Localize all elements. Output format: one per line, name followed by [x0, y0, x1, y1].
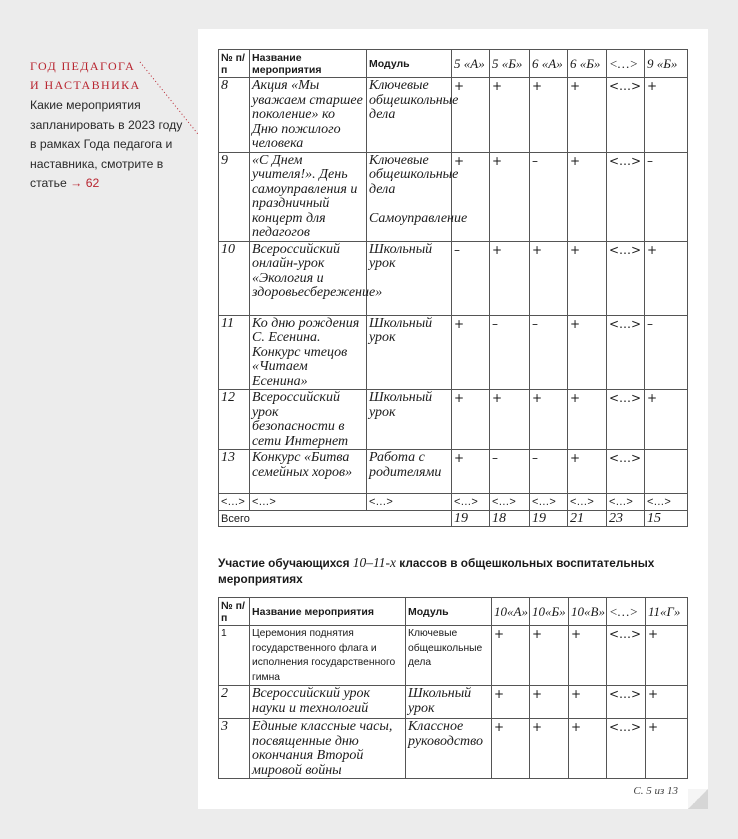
ellipsis-row: [219, 494, 688, 511]
participation-mark: –: [530, 450, 568, 494]
participation-mark: –: [530, 152, 568, 241]
participation-mark: –: [645, 315, 688, 390]
section-heading: [218, 555, 688, 587]
module-name: Школьный урок: [367, 241, 452, 315]
ellipsis-cell: <…>: [452, 494, 490, 511]
column-header: <…>: [607, 50, 645, 78]
column-header: Название мероприятия: [250, 598, 406, 626]
table-header-row: [219, 598, 688, 626]
participation-mark: +: [452, 315, 490, 390]
column-header: 5 «Б»: [490, 50, 530, 78]
table-row: [219, 390, 688, 450]
participation-mark: <…>: [607, 78, 645, 153]
row-number: 12: [219, 390, 250, 450]
heading-part2: 10–11-х: [352, 555, 397, 570]
event-name: Ко дню рождения С. Есенина. Конкурс чтецов «Читаем Есенина»: [250, 315, 367, 390]
table-row: [219, 626, 688, 686]
participation-mark: –: [452, 241, 490, 315]
participation-mark: +: [530, 626, 569, 686]
participation-mark: +: [568, 152, 607, 241]
participation-mark: +: [568, 450, 607, 494]
participation-mark: +: [569, 719, 607, 779]
column-header: 11«Г»: [646, 598, 688, 626]
participation-mark: <…>: [607, 241, 645, 315]
row-number: 3: [219, 719, 250, 779]
participation-mark: +: [492, 686, 530, 719]
module-name: Школьный урок: [367, 390, 452, 450]
participation-mark: +: [645, 78, 688, 153]
participation-mark: +: [490, 78, 530, 153]
table-row: [219, 450, 688, 494]
row-number: 2: [219, 686, 250, 719]
participation-mark: [645, 450, 688, 494]
column-header: № п/п: [219, 50, 250, 78]
participation-mark: +: [490, 241, 530, 315]
total-value: 21: [568, 510, 607, 527]
participation-mark: +: [530, 719, 569, 779]
participation-mark: <…>: [607, 626, 646, 686]
column-header: <…>: [607, 598, 646, 626]
ellipsis-cell: <…>: [645, 494, 688, 511]
table-row: [219, 241, 688, 315]
sidenote-title-line2: И НАСТАВНИКА: [30, 78, 141, 92]
module-name: Школьный урок: [367, 315, 452, 390]
sidenote-title: [30, 57, 190, 95]
column-header: Название мероприятия: [250, 50, 367, 78]
total-value: 19: [452, 510, 490, 527]
participation-mark: +: [568, 390, 607, 450]
column-header: № п/п: [219, 598, 250, 626]
module-name: Ключевые общешкольные дела Самоуправление: [367, 152, 452, 241]
column-header: 9 «Б»: [645, 50, 688, 78]
ellipsis-cell: <…>: [219, 494, 250, 511]
column-header: 6 «Б»: [568, 50, 607, 78]
sidenote: [30, 57, 190, 194]
participation-mark: +: [646, 719, 688, 779]
table-row: [219, 719, 688, 779]
event-name: Акция «Мы уважаем старшее поколение» ко Дню пожилого человека: [250, 78, 367, 153]
events-table-10-11: [218, 597, 688, 779]
column-header: Модуль: [406, 598, 492, 626]
participation-mark: +: [569, 626, 607, 686]
participation-mark: <…>: [607, 390, 645, 450]
module-name: Работа с родителями: [367, 450, 452, 494]
ellipsis-cell: <…>: [530, 494, 568, 511]
participation-mark: <…>: [607, 152, 645, 241]
page-number: С. 5 из 13: [633, 785, 678, 797]
table-row: [219, 315, 688, 390]
ellipsis-cell: <…>: [250, 494, 367, 511]
module-name: Ключевые общешкольные дела: [406, 626, 492, 686]
totals-row: [219, 510, 688, 527]
module-name: Ключевые общешкольные дела: [367, 78, 452, 153]
participation-mark: +: [646, 626, 688, 686]
column-header: Модуль: [367, 50, 452, 78]
participation-mark: +: [568, 241, 607, 315]
events-table-5-9: [218, 49, 688, 527]
participation-mark: –: [645, 152, 688, 241]
column-header: 10«В»: [569, 598, 607, 626]
heading-part1: Участие обучающихся: [218, 556, 350, 570]
page-fold-corner: [688, 789, 708, 809]
row-number: 9: [219, 152, 250, 241]
column-header: 6 «А»: [530, 50, 568, 78]
ellipsis-cell: <…>: [367, 494, 452, 511]
participation-mark: +: [452, 152, 490, 241]
row-number: 13: [219, 450, 250, 494]
event-name: Всероссийский онлайн-урок «Экология и здоровьесбережение»: [250, 241, 367, 315]
column-header: 5 «А»: [452, 50, 490, 78]
sidenote-ref-link[interactable]: → 62: [70, 176, 100, 190]
total-value: 19: [530, 510, 568, 527]
column-header: 10«А»: [492, 598, 530, 626]
participation-mark: +: [569, 686, 607, 719]
participation-mark: +: [530, 390, 568, 450]
participation-mark: <…>: [607, 315, 645, 390]
event-name: Всероссийский урок науки и технологий: [250, 686, 406, 719]
sidenote-title-line1: ГОД ПЕДАГОГА: [30, 59, 136, 73]
participation-mark: –: [530, 315, 568, 390]
total-value: 23: [607, 510, 645, 527]
total-value: 18: [490, 510, 530, 527]
participation-mark: <…>: [607, 686, 646, 719]
event-name: Церемония поднятия государственного флага и исполнения государственного гимна: [250, 626, 406, 686]
participation-mark: +: [490, 390, 530, 450]
totals-label: Всего: [219, 510, 452, 527]
event-name: Конкурс «Битва семейных хоров»: [250, 450, 367, 494]
row-number: 1: [219, 626, 250, 686]
module-name: Классное руководство: [406, 719, 492, 779]
participation-mark: +: [530, 78, 568, 153]
row-number: 10: [219, 241, 250, 315]
participation-mark: +: [645, 241, 688, 315]
column-header: 10«Б»: [530, 598, 569, 626]
participation-mark: +: [568, 315, 607, 390]
participation-mark: <…>: [607, 450, 645, 494]
ellipsis-cell: <…>: [607, 494, 645, 511]
participation-mark: +: [492, 719, 530, 779]
total-value: 15: [645, 510, 688, 527]
row-number: 8: [219, 78, 250, 153]
participation-mark: +: [490, 152, 530, 241]
participation-mark: +: [530, 241, 568, 315]
table-header-row: [219, 50, 688, 78]
event-name: Всероссийский урок безопасности в сети Интернет: [250, 390, 367, 450]
ellipsis-cell: <…>: [490, 494, 530, 511]
ellipsis-cell: <…>: [568, 494, 607, 511]
participation-mark: –: [490, 450, 530, 494]
participation-mark: –: [490, 315, 530, 390]
module-name: Школьный урок: [406, 686, 492, 719]
table-row: [219, 78, 688, 153]
row-number: 11: [219, 315, 250, 390]
event-name: «С Днем учителя!». День самоуправления и праздничный концерт для педагогов: [250, 152, 367, 241]
participation-mark: +: [492, 626, 530, 686]
participation-mark: +: [530, 686, 569, 719]
document-page: [198, 29, 708, 809]
participation-mark: +: [452, 78, 490, 153]
participation-mark: +: [568, 78, 607, 153]
participation-mark: +: [645, 390, 688, 450]
sidenote-body: [30, 96, 190, 194]
participation-mark: +: [646, 686, 688, 719]
table-row: [219, 152, 688, 241]
participation-mark: <…>: [607, 719, 646, 779]
sidenote-text: Какие мероприятия запланировать в 2023 году в рамках Года педагога и наставника, смотрите в статье: [30, 98, 183, 190]
event-name: Единые классные часы, посвященные дню окончания Второй мировой войны: [250, 719, 406, 779]
table-row: [219, 686, 688, 719]
heading-part3: классов в общешкольных воспитательных мероприятиях: [218, 556, 655, 586]
participation-mark: +: [452, 450, 490, 494]
participation-mark: +: [452, 390, 490, 450]
